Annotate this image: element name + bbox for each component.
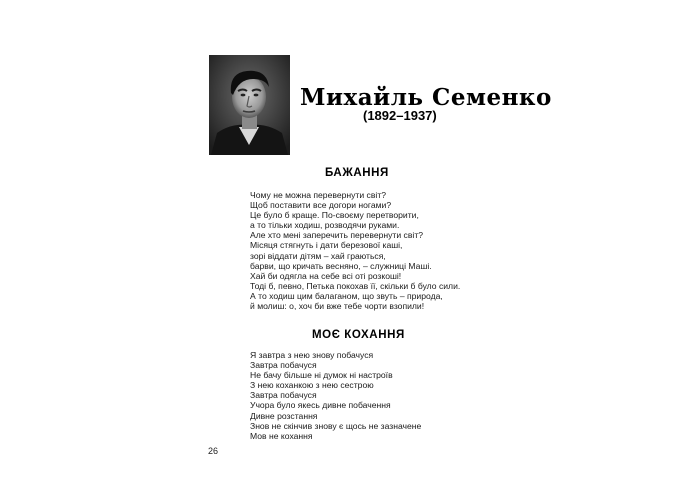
poem-line: Я завтра з нею знову побачуся (250, 350, 374, 360)
poem-line: Не бачу більше ні думок ні настроїв (250, 370, 393, 381)
poem-line: зорі віддати дітям – хай граються, (250, 250, 386, 261)
poem-line: Учора було якесь дивне побачення (250, 400, 391, 411)
poem-line: Місяця стягнуть і дати березової каші, (250, 240, 403, 251)
page-number: 26 (208, 446, 219, 456)
author-portrait-photo (209, 55, 290, 155)
poem-line: Щоб поставити все догори ногами? (250, 200, 392, 211)
poem-line: а то тільки ходиш, розводячи руками. (250, 220, 400, 231)
poem-line: Завтра побачуся (250, 360, 317, 371)
poem-title: МОЄ КОХАННЯ (312, 329, 405, 341)
poem-line: й молиш: о, хоч би вже тебе чорти взопили! (250, 301, 425, 312)
poem-text (250, 350, 421, 441)
poem-line: Мов не кохання (250, 430, 313, 441)
poem-line: Але хто мені заперечить перевернути світ? (250, 230, 424, 241)
poem-text (250, 190, 460, 311)
poem-line: Дивне розстання (250, 410, 318, 421)
author-name: Михайль Семенко (300, 84, 552, 111)
poem-line: Це було б краще. По-своєму перетворити, (250, 210, 419, 221)
author-years: (1892–1937) (363, 108, 437, 123)
poem-line: Знов не скінчив знову є щось не зазначене (250, 420, 422, 431)
poem-line: З нею коханкою з нею сестрою (250, 380, 374, 391)
poem-line: А то ходиш цим балаганом, що звуть – природа, (250, 290, 443, 301)
poem-line: Завтра побачуся (250, 390, 317, 401)
poem-line: Хай би одягла на себе всі оті розкоші! (250, 270, 402, 281)
poem-line: Тоді б, певно, Петька покохав її, скільки б було сили. (250, 280, 461, 291)
poem-line: Чому не можна перевернути світ? (250, 190, 387, 200)
poem-line: барви, що кричать весняно, – служниці Маші. (250, 260, 432, 271)
poem-title: БАЖАННЯ (325, 167, 389, 179)
